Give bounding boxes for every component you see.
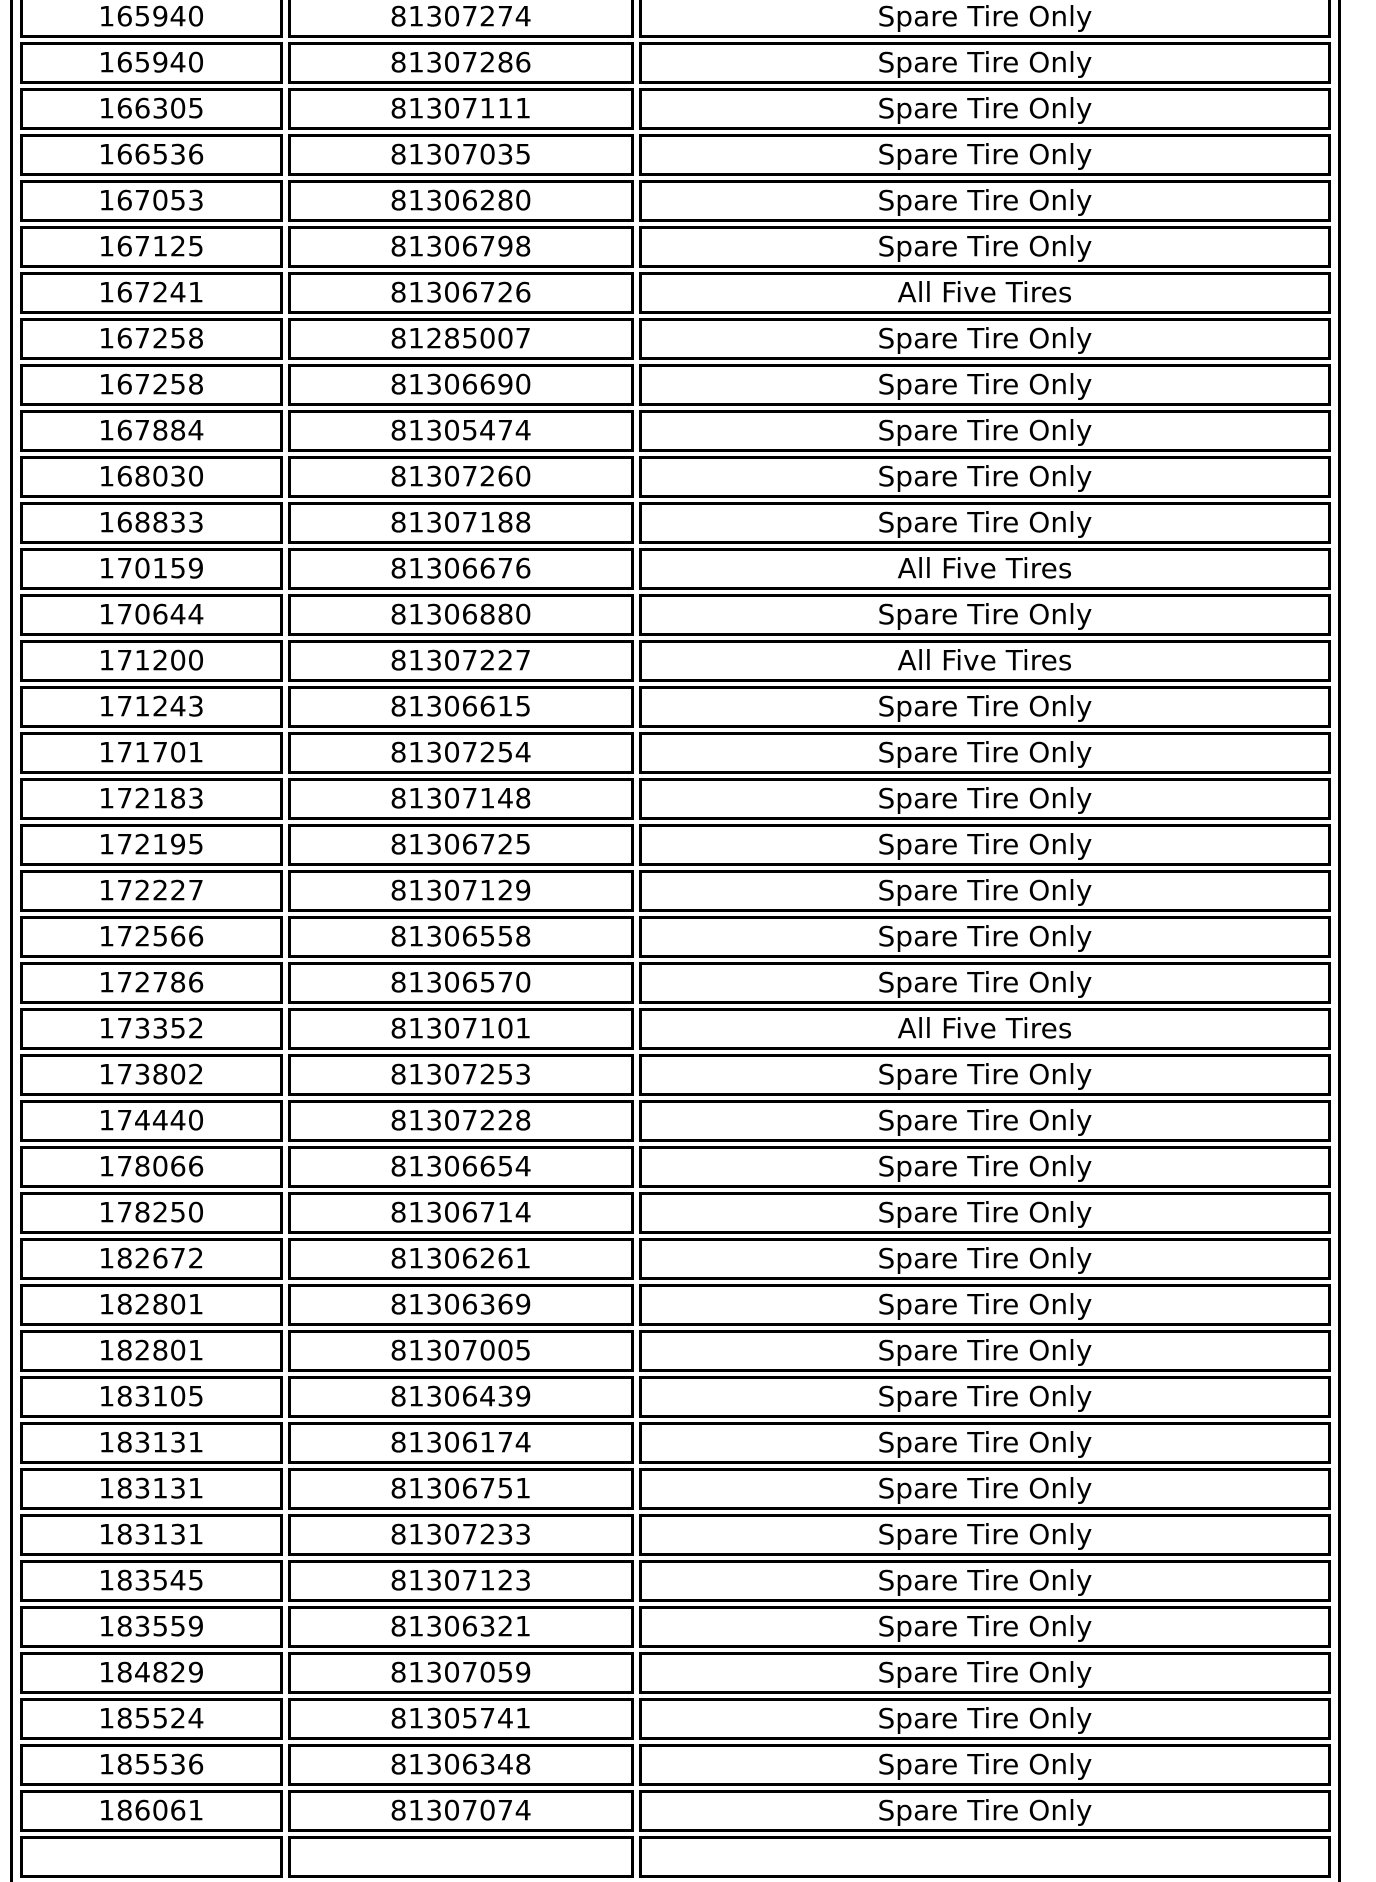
table-row <box>20 1744 1331 1786</box>
vehicle-number-cell: 165940 <box>20 42 283 84</box>
vehicle-number-cell: 183131 <box>20 1514 283 1556</box>
table-row <box>20 0 1331 38</box>
vehicle-number-cell: 166536 <box>20 134 283 176</box>
table-row <box>20 1468 1331 1510</box>
table-row <box>20 226 1331 268</box>
coverage-cell: Spare Tire Only <box>639 594 1331 636</box>
part-number-cell: 81307005 <box>288 1330 634 1372</box>
vehicle-number-cell: 168833 <box>20 502 283 544</box>
vehicle-number-cell: 165940 <box>20 0 283 38</box>
empty-cell <box>639 1836 1331 1878</box>
coverage-cell: All Five Tires <box>639 272 1331 314</box>
part-number-cell: 81307233 <box>288 1514 634 1556</box>
table-row <box>20 1284 1331 1326</box>
vehicle-number-cell: 173802 <box>20 1054 283 1096</box>
part-number-cell: 81306676 <box>288 548 634 590</box>
part-number-cell: 81306726 <box>288 272 634 314</box>
coverage-cell: Spare Tire Only <box>639 870 1331 912</box>
part-number-cell: 81306558 <box>288 916 634 958</box>
vehicle-number-cell: 183131 <box>20 1468 283 1510</box>
coverage-cell: Spare Tire Only <box>639 686 1331 728</box>
vehicle-number-cell: 167258 <box>20 364 283 406</box>
coverage-cell: Spare Tire Only <box>639 1744 1331 1786</box>
table-row <box>20 318 1331 360</box>
table-row <box>20 548 1331 590</box>
vehicle-number-cell: 178066 <box>20 1146 283 1188</box>
table-row <box>20 134 1331 176</box>
vehicle-number-cell: 171243 <box>20 686 283 728</box>
coverage-cell: Spare Tire Only <box>639 0 1331 38</box>
empty-cell <box>288 1836 634 1878</box>
coverage-cell: Spare Tire Only <box>639 364 1331 406</box>
vehicle-number-cell: 178250 <box>20 1192 283 1234</box>
vehicle-number-cell: 172227 <box>20 870 283 912</box>
coverage-cell: All Five Tires <box>639 548 1331 590</box>
coverage-cell: Spare Tire Only <box>639 134 1331 176</box>
coverage-cell: Spare Tire Only <box>639 502 1331 544</box>
part-number-cell: 81307111 <box>288 88 634 130</box>
coverage-cell: Spare Tire Only <box>639 1698 1331 1740</box>
vehicle-number-cell: 185536 <box>20 1744 283 1786</box>
table-row <box>20 88 1331 130</box>
table-row <box>20 1422 1331 1464</box>
vehicle-number-cell: 167884 <box>20 410 283 452</box>
part-number-cell: 81307101 <box>288 1008 634 1050</box>
vehicle-number-cell: 168030 <box>20 456 283 498</box>
part-number-cell: 81306369 <box>288 1284 634 1326</box>
coverage-cell: Spare Tire Only <box>639 916 1331 958</box>
part-number-cell: 81306439 <box>288 1376 634 1418</box>
table-row <box>20 1514 1331 1556</box>
coverage-cell: Spare Tire Only <box>639 824 1331 866</box>
table-row <box>20 1652 1331 1694</box>
part-number-cell: 81306174 <box>288 1422 634 1464</box>
part-number-cell: 81285007 <box>288 318 634 360</box>
table-row <box>20 778 1331 820</box>
part-number-cell: 81306714 <box>288 1192 634 1234</box>
table-row <box>20 502 1331 544</box>
part-number-cell: 81307260 <box>288 456 634 498</box>
table-row <box>20 1606 1331 1648</box>
part-number-cell: 81306570 <box>288 962 634 1004</box>
table-row <box>20 594 1331 636</box>
tire-table-container <box>10 0 1341 1882</box>
table-row <box>20 1330 1331 1372</box>
coverage-cell: Spare Tire Only <box>639 732 1331 774</box>
table-row <box>20 1146 1331 1188</box>
vehicle-number-cell: 167053 <box>20 180 283 222</box>
table-row <box>20 456 1331 498</box>
part-number-cell: 81307148 <box>288 778 634 820</box>
vehicle-number-cell: 186061 <box>20 1790 283 1832</box>
coverage-cell: Spare Tire Only <box>639 410 1331 452</box>
part-number-cell: 81306348 <box>288 1744 634 1786</box>
coverage-cell: Spare Tire Only <box>639 1422 1331 1464</box>
part-number-cell: 81307188 <box>288 502 634 544</box>
vehicle-number-cell: 172195 <box>20 824 283 866</box>
vehicle-number-cell: 170159 <box>20 548 283 590</box>
coverage-cell: Spare Tire Only <box>639 1652 1331 1694</box>
coverage-cell: All Five Tires <box>639 640 1331 682</box>
part-number-cell: 81307274 <box>288 0 634 38</box>
part-number-cell: 81307227 <box>288 640 634 682</box>
coverage-cell: Spare Tire Only <box>639 1146 1331 1188</box>
vehicle-number-cell: 171701 <box>20 732 283 774</box>
part-number-cell: 81306280 <box>288 180 634 222</box>
table-row <box>20 1698 1331 1740</box>
vehicle-number-cell: 167241 <box>20 272 283 314</box>
part-number-cell: 81306798 <box>288 226 634 268</box>
table-row-partial <box>20 1836 1331 1878</box>
table-row <box>20 686 1331 728</box>
vehicle-number-cell: 172786 <box>20 962 283 1004</box>
coverage-cell: Spare Tire Only <box>639 962 1331 1004</box>
table-row <box>20 640 1331 682</box>
coverage-cell: Spare Tire Only <box>639 1376 1331 1418</box>
vehicle-number-cell: 167125 <box>20 226 283 268</box>
vehicle-number-cell: 182801 <box>20 1330 283 1372</box>
vehicle-number-cell: 167258 <box>20 318 283 360</box>
table-row <box>20 916 1331 958</box>
vehicle-number-cell: 183105 <box>20 1376 283 1418</box>
table-row <box>20 180 1331 222</box>
coverage-cell: Spare Tire Only <box>639 778 1331 820</box>
table-row <box>20 1376 1331 1418</box>
table-row <box>20 1192 1331 1234</box>
vehicle-number-cell: 174440 <box>20 1100 283 1142</box>
coverage-cell: Spare Tire Only <box>639 1468 1331 1510</box>
part-number-cell: 81306690 <box>288 364 634 406</box>
table-row <box>20 732 1331 774</box>
coverage-cell: Spare Tire Only <box>639 88 1331 130</box>
part-number-cell: 81306751 <box>288 1468 634 1510</box>
part-number-cell: 81306615 <box>288 686 634 728</box>
vehicle-number-cell: 173352 <box>20 1008 283 1050</box>
part-number-cell: 81307123 <box>288 1560 634 1602</box>
part-number-cell: 81307074 <box>288 1790 634 1832</box>
coverage-cell: Spare Tire Only <box>639 42 1331 84</box>
table-row <box>20 410 1331 452</box>
table-row <box>20 1054 1331 1096</box>
coverage-cell: Spare Tire Only <box>639 1054 1331 1096</box>
part-number-cell: 81305741 <box>288 1698 634 1740</box>
part-number-cell: 81306725 <box>288 824 634 866</box>
coverage-cell: Spare Tire Only <box>639 1238 1331 1280</box>
vehicle-number-cell: 182801 <box>20 1284 283 1326</box>
table-row <box>20 1790 1331 1832</box>
vehicle-number-cell: 170644 <box>20 594 283 636</box>
part-number-cell: 81306880 <box>288 594 634 636</box>
table-row <box>20 42 1331 84</box>
coverage-cell: Spare Tire Only <box>639 1284 1331 1326</box>
vehicle-number-cell: 182672 <box>20 1238 283 1280</box>
vehicle-number-cell: 185524 <box>20 1698 283 1740</box>
table-row <box>20 272 1331 314</box>
vehicle-number-cell: 184829 <box>20 1652 283 1694</box>
coverage-cell: Spare Tire Only <box>639 1560 1331 1602</box>
part-number-cell: 81306321 <box>288 1606 634 1648</box>
table-row <box>20 1008 1331 1050</box>
vehicle-number-cell: 172183 <box>20 778 283 820</box>
vehicle-number-cell: 183131 <box>20 1422 283 1464</box>
vehicle-number-cell: 171200 <box>20 640 283 682</box>
coverage-cell: Spare Tire Only <box>639 318 1331 360</box>
vehicle-number-cell: 166305 <box>20 88 283 130</box>
coverage-cell: Spare Tire Only <box>639 1100 1331 1142</box>
part-number-cell: 81306261 <box>288 1238 634 1280</box>
coverage-cell: Spare Tire Only <box>639 226 1331 268</box>
coverage-cell: Spare Tire Only <box>639 456 1331 498</box>
part-number-cell: 81307228 <box>288 1100 634 1142</box>
table-row <box>20 962 1331 1004</box>
coverage-cell: Spare Tire Only <box>639 1790 1331 1832</box>
part-number-cell: 81307059 <box>288 1652 634 1694</box>
coverage-cell: Spare Tire Only <box>639 180 1331 222</box>
part-number-cell: 81307129 <box>288 870 634 912</box>
tire-table-body <box>20 0 1331 1878</box>
table-row <box>20 824 1331 866</box>
part-number-cell: 81307035 <box>288 134 634 176</box>
part-number-cell: 81307253 <box>288 1054 634 1096</box>
part-number-cell: 81307286 <box>288 42 634 84</box>
part-number-cell: 81305474 <box>288 410 634 452</box>
table-row <box>20 364 1331 406</box>
tire-table <box>15 0 1336 1882</box>
coverage-cell: All Five Tires <box>639 1008 1331 1050</box>
vehicle-number-cell: 172566 <box>20 916 283 958</box>
table-row <box>20 1560 1331 1602</box>
part-number-cell: 81307254 <box>288 732 634 774</box>
coverage-cell: Spare Tire Only <box>639 1330 1331 1372</box>
coverage-cell: Spare Tire Only <box>639 1192 1331 1234</box>
vehicle-number-cell: 183559 <box>20 1606 283 1648</box>
table-row <box>20 1238 1331 1280</box>
empty-cell <box>20 1836 283 1878</box>
part-number-cell: 81306654 <box>288 1146 634 1188</box>
vehicle-number-cell: 183545 <box>20 1560 283 1602</box>
coverage-cell: Spare Tire Only <box>639 1606 1331 1648</box>
table-row <box>20 870 1331 912</box>
table-row <box>20 1100 1331 1142</box>
coverage-cell: Spare Tire Only <box>639 1514 1331 1556</box>
